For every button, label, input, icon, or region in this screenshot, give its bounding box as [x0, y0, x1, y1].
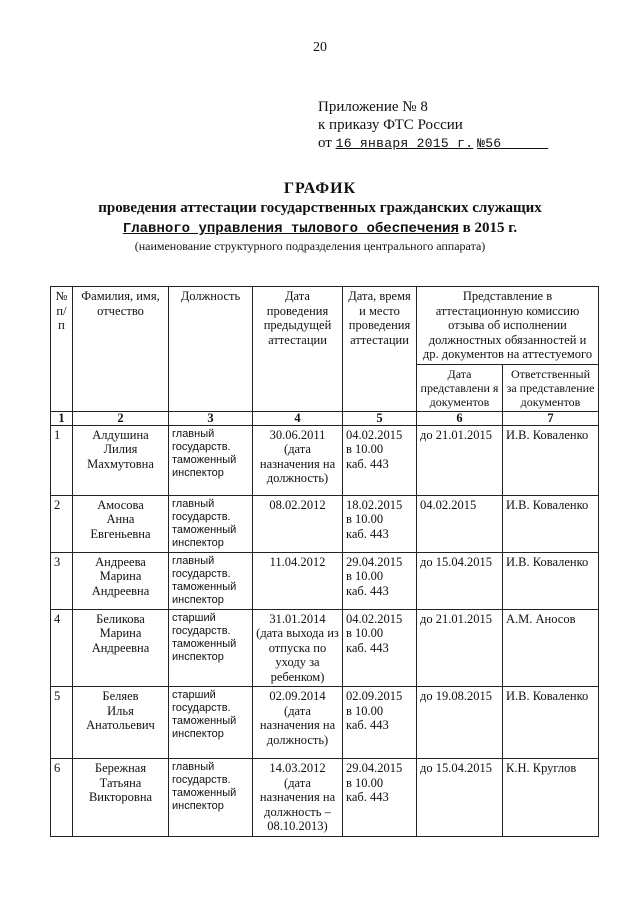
position: главный государств. таможенный инспектор	[169, 425, 253, 495]
first-name: Лилия	[103, 442, 138, 456]
previous-note: (дата назначения на должность)	[259, 703, 336, 747]
previous-date: 02.09.2014	[269, 689, 326, 703]
attestation-time: в 10.00	[346, 626, 384, 640]
document-subtitle: проведения аттестации государственных гражданских служащих	[98, 200, 542, 216]
submission-date: до 19.08.2015	[417, 687, 503, 759]
page-number: 20	[313, 40, 327, 55]
surname: Беляев	[102, 689, 139, 703]
header-row	[51, 287, 599, 365]
attestation-date: 18.02.2015	[346, 497, 403, 512]
row-number: 2	[51, 495, 73, 552]
responsible-person: И.В. Коваленко	[503, 552, 599, 609]
col-number: 4	[253, 411, 343, 425]
appendix-block	[318, 98, 548, 153]
row-number: 3	[51, 552, 73, 609]
header-sub-date: Дата представлени я документов	[417, 364, 503, 411]
attestation-date-place	[343, 759, 417, 837]
previous-note: (дата выхода из отпуска по уходу за ребенком)	[256, 626, 339, 684]
header-sub-responsible: Ответственный за представление документов	[503, 364, 599, 411]
position: главный государств. таможенный инспектор	[169, 552, 253, 609]
submission-date: до 15.04.2015	[417, 759, 503, 837]
patronymic: Анатольевич	[86, 718, 155, 732]
unit-name: Главного управления тылового обеспечения	[122, 221, 459, 237]
order-date: 16 января 2015 г.	[335, 136, 474, 151]
date-prefix: от	[318, 135, 332, 151]
underline-filler	[501, 136, 548, 151]
previous-date: 31.01.2014	[269, 611, 326, 626]
employee-name	[73, 687, 169, 759]
first-name: Татьяна	[99, 775, 142, 790]
col-number: 1	[51, 411, 73, 425]
header-position: Должность	[169, 287, 253, 412]
first-name: Марина	[99, 569, 142, 583]
patronymic: Евгеньевна	[90, 526, 151, 541]
employee-name	[73, 552, 169, 609]
col-number: 7	[503, 411, 599, 425]
previous-date: 14.03.2012	[269, 761, 326, 775]
table-row	[51, 425, 599, 495]
attestation-date-place	[343, 609, 417, 687]
table-row	[51, 687, 599, 759]
previous-note: (дата назначения на должность)	[259, 442, 336, 485]
surname: Алдушина	[92, 427, 149, 442]
table-row	[51, 552, 599, 609]
attestation-date: 29.04.2015	[346, 761, 403, 775]
table-row	[51, 609, 599, 687]
previous-date: 08.02.2012	[269, 497, 326, 512]
row-number: 5	[51, 687, 73, 759]
previous-date: 11.04.2012	[269, 554, 326, 569]
position: главный государств. таможенный инспектор	[169, 495, 253, 552]
surname: Амосова	[97, 497, 144, 512]
attestation-date: 04.02.2015	[346, 611, 403, 626]
patronymic: Андреевна	[91, 583, 150, 598]
attestation-room: каб. 443	[346, 640, 389, 655]
attestation-date: 04.02.2015	[346, 427, 403, 442]
col-number: 5	[343, 411, 417, 425]
responsible-person: К.Н. Круглов	[503, 759, 599, 837]
previous-attestation	[253, 552, 343, 609]
first-name: Анна	[106, 512, 135, 526]
surname: Бережная	[94, 761, 147, 775]
document-heading	[0, 180, 640, 254]
schedule-table	[50, 286, 599, 837]
unit-caption: (наименование структурного подразделения центрального аппарата)	[134, 239, 486, 253]
patronymic: Викторовна	[88, 790, 153, 804]
employee-name	[73, 759, 169, 837]
submission-date: до 21.01.2015	[417, 425, 503, 495]
header-prev-date: Дата проведения предыдущей аттестации	[253, 287, 343, 412]
attestation-date-place	[343, 495, 417, 552]
attestation-room: каб. 443	[346, 456, 389, 471]
order-number: №56	[477, 136, 502, 151]
attestation-date-place	[343, 425, 417, 495]
header-date-place: Дата, время и место проведения аттестации	[343, 287, 417, 412]
attestation-time: в 10.00	[346, 442, 384, 456]
patronymic: Андреевна	[91, 640, 150, 655]
first-name: Марина	[99, 626, 142, 640]
attestation-date-place	[343, 687, 417, 759]
attestation-room: каб. 443	[346, 790, 389, 804]
surname: Беликова	[96, 611, 145, 626]
previous-date: 30.06.2011	[269, 427, 326, 442]
attestation-date: 29.04.2015	[346, 554, 403, 569]
attestation-room: каб. 443	[346, 718, 389, 732]
submission-date: до 21.01.2015	[417, 609, 503, 687]
responsible-person: И.В. Коваленко	[503, 495, 599, 552]
previous-attestation	[253, 425, 343, 495]
previous-attestation	[253, 609, 343, 687]
employee-name	[73, 495, 169, 552]
surname: Андреева	[95, 554, 146, 569]
position: старший государств. таможенный инспектор	[169, 687, 253, 759]
table-row	[51, 495, 599, 552]
attestation-time: в 10.00	[346, 703, 384, 718]
header-num: № п/п	[51, 287, 73, 412]
col-number: 6	[417, 411, 503, 425]
responsible-person: А.М. Аносов	[503, 609, 599, 687]
unit-line	[0, 218, 640, 239]
table-row	[51, 759, 599, 837]
year-text: в 2015 г.	[462, 220, 518, 236]
previous-attestation	[253, 687, 343, 759]
row-number: 1	[51, 425, 73, 495]
row-number: 6	[51, 759, 73, 837]
order-date-line	[318, 134, 548, 153]
submission-date: до 15.04.2015	[417, 552, 503, 609]
col-number: 3	[169, 411, 253, 425]
first-name: Илья	[107, 703, 134, 718]
document-title: ГРАФИК	[283, 180, 357, 197]
previous-attestation	[253, 759, 343, 837]
column-number-row	[51, 411, 599, 425]
attestation-room: каб. 443	[346, 526, 389, 541]
attestation-date-place	[343, 552, 417, 609]
employee-name	[73, 425, 169, 495]
position: старший государств. таможенный инспектор	[169, 609, 253, 687]
attestation-time: в 10.00	[346, 775, 384, 790]
col-number: 2	[73, 411, 169, 425]
header-submission: Представление в аттестационную комиссию отзыва об исполнении должностных обязанностей и др. документов на аттестуемого	[417, 287, 599, 365]
order-reference: к приказу ФТС России	[318, 117, 463, 133]
attestation-room: каб. 443	[346, 583, 389, 598]
appendix-line: Приложение № 8	[318, 99, 428, 115]
previous-attestation	[253, 495, 343, 552]
row-number: 4	[51, 609, 73, 687]
attestation-time: в 10.00	[346, 569, 384, 583]
responsible-person: И.В. Коваленко	[503, 425, 599, 495]
responsible-person: И.В. Коваленко	[503, 687, 599, 759]
position: главный государств. таможенный инспектор	[169, 759, 253, 837]
attestation-time: в 10.00	[346, 512, 384, 526]
previous-note: (дата назначения на должность – 08.10.2013)	[259, 775, 336, 833]
header-name: Фамилия, имя, отчество	[73, 287, 169, 412]
employee-name	[73, 609, 169, 687]
patronymic: Махмутовна	[87, 456, 154, 471]
attestation-date: 02.09.2015	[346, 689, 403, 703]
submission-date: 04.02.2015	[417, 495, 503, 552]
